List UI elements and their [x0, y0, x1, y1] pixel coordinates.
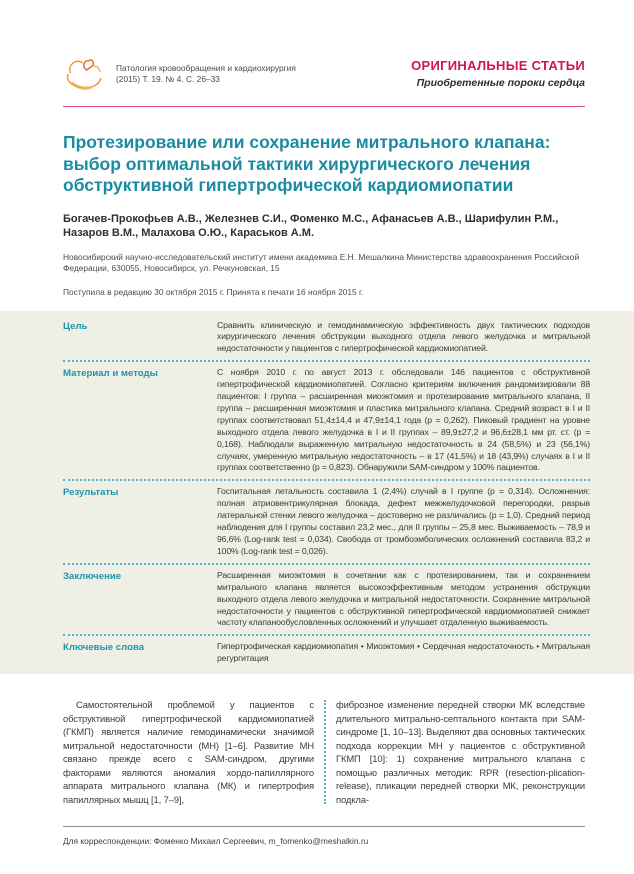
abstract-label: Материал и методы [63, 368, 158, 380]
abstract-text: Госпитальная летальность составила 1 (2,4%) случай в I группе (p = 0,314). Осложнения: полная атриовентрикулярная блокада, дефект межжелудочковой перегородки, разрыв латеральной стенки левого желудочка – достоверно не различались (p = 1,0). Средний период наблюдения для I группы составил 23,2 мес., для II группы – 25,8 мес. Выживаемость – 78,9 и 96,6% (Log-rank test = 0,034). Свобода от тромбоэмболических осложнений составила 83,2 и 100% (Log-rank test = 0,026). [217, 486, 590, 556]
dotted-separator [63, 634, 590, 636]
column-divider [324, 700, 326, 804]
hands-heart-logo-icon [63, 54, 107, 94]
page-header [63, 54, 585, 94]
abstract-text: Расширенная миоэктомия в сочетании как с протезированием, так и сохранением митрального клапана является высокоэффективным методом устранения обструкции выходного отдела левого желудочка и митральной недостаточности. Сохранение митральной недостаточности у пациентов с обструктивной гипертрофической кардиомиопатией снижает частоту клапанообусловленных осложнений и улучшает отдаленную выживаемость. [217, 569, 590, 628]
abstract-row-methods [63, 367, 590, 474]
abstract-row-goal [63, 320, 590, 356]
header-rule [63, 106, 585, 107]
journal-page [0, 54, 634, 874]
received-dates: Поступила в редакцию 30 октября 2015 г. Принята к печати 16 ноября 2015 г. [63, 286, 364, 297]
article-body [63, 698, 585, 806]
journal-title: Патология кровообращения и кардиохирургия [116, 62, 296, 73]
body-column-left: Самостоятельной проблемой у пациентов с обструктивной гипертрофической кардиомиопатией (ГКМП) является наличие гемодинамически значимой митральной недостаточности (МН) [1–6]. Развитие МН связано прежде всего с SAM-синдром, другими факторами являются аномалия хордо-папиллярного аппарата митрального клапана (МК) и гипертрофия папиллярных мышц [1, 7–9], [63, 699, 314, 805]
rubric-title: ОРИГИНАЛЬНЫЕ СТАТЬИ [411, 58, 585, 73]
journal-citation: (2015) Т. 19. № 4. С. 26–33 [116, 74, 220, 84]
abstract-label: Результаты [63, 487, 119, 499]
dotted-separator [63, 563, 590, 565]
correspondence-footer: Для корреспонденции: Фоменко Михаил Сергеевич, m_fomenko@meshalkin.ru [63, 826, 585, 846]
abstract-row-conclusion [63, 570, 590, 630]
abstract-label: Ключевые слова [63, 642, 145, 654]
abstract-row-keywords [63, 641, 590, 665]
abstract-box [0, 311, 634, 675]
article-affiliation: Новосибирский научно-исследовательский институт имени академика Е.Н. Мешалкина Министерства здравоохранения Российской Федерации, 630055, Новосибирск, ул. Речкуновская, 15 [63, 251, 580, 273]
abstract-text: Сравнить клиническую и гемодинамическую эффективность двух тактических подходов хирургического лечения обструкции выходного отдела левого желудочка и митральной недостаточности у пациентов с гипертрофической кардиомиопатией. [217, 319, 590, 354]
abstract-row-results [63, 486, 590, 557]
abstract-label: Цель [63, 320, 88, 332]
abstract-text: С ноября 2010 г. по август 2013 г. обследовали 146 пациентов с обструктивной гипертрофической кардиомиопатией. Согласно критериям включения рандомизировали 88 пациентов: I группа – расширенная миоэктомия и протезирование митрального клапана, II группа – расширенная миоэктомия и пластика митрального клапана. Средний возраст в I и II группах соответствовал 51,4±14,4 и 47,9±14,1 года (p = 0,262). Пиковый градиент на уровне выходного отдела левого желудочка в I и II группах – 89,9±27,2 и 96,6±28,1 мм рт. ст. (p = 0,168). Наблюдали выраженную митральную недостаточность в 24 (58,5%) и 23 (56,1%) случаях, умеренную митральную недостаточность – в 17 (41,5%) и 18 (43,9%) случаях в I и II группах соответственно (p = 0,823). Обнаружили SAM-синдром у 100% пациентов. [217, 367, 590, 473]
rubric-block [411, 54, 585, 89]
abstract-label: Заключение [63, 570, 122, 582]
journal-info [116, 63, 296, 86]
dotted-separator [63, 360, 590, 362]
abstract-keywords: Гипертрофическая кардиомиопатия • Миоэктомия • Сердечная недостаточность • Митральная регургитация [217, 641, 590, 664]
body-column-right: фиброзное изменение передней створки МК вследствие длительного митрально-септального контакта при SAM-синдроме [1, 10–13]. Выделяют два основных тактических подхода коррекции МН у пациентов с обструктивной ГКМП [10]: 1) сохранение митрального клапана с помощью различных методик: RPR (resection-plication-release), пликации передней створки МК, реконструкции подкла- [336, 699, 586, 805]
dotted-separator [63, 479, 590, 481]
journal-brand [63, 54, 296, 94]
rubric-subtitle: Приобретенные пороки сердца [416, 77, 585, 89]
article-authors: Богачев-Прокофьев А.В., Железнев С.И., Фоменко М.С., Афанасьев А.В., Шарифулин Р.М., Назаров В.М., Малахова О.Ю., Караськов А.М. [63, 212, 559, 239]
article-title: Протезирование или сохранение митрального клапана: выбор оптимальной тактики хирургического лечения обструктивной гипертрофической кардиомиопатии [63, 132, 551, 195]
